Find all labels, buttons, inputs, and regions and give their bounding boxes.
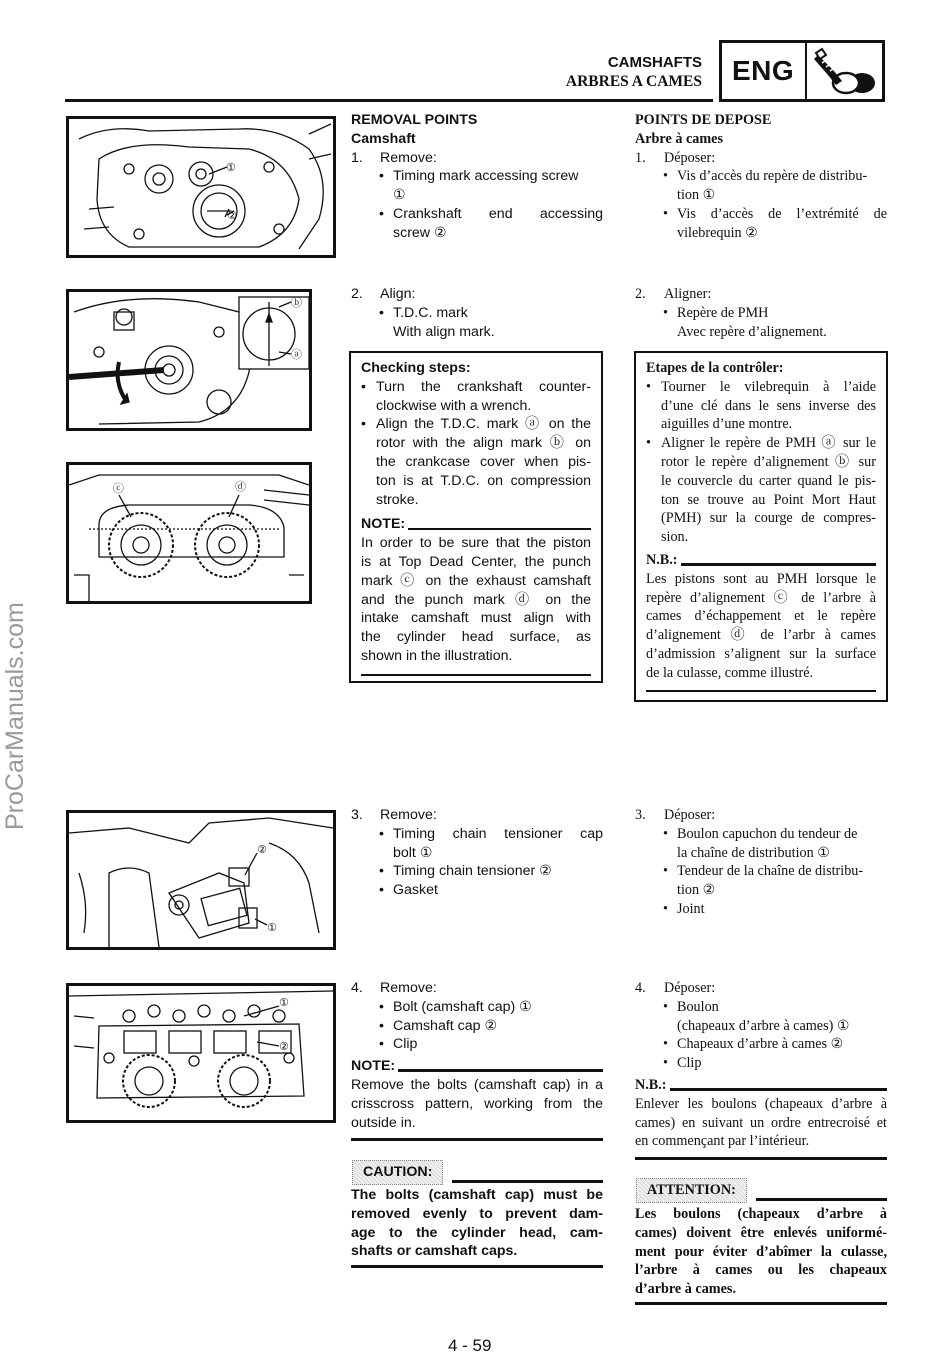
fr-attention-rule [635, 1302, 887, 1305]
en-caution-3: age to the cylinder head, cam- [351, 1224, 603, 1241]
en-step3-b1-l1: Timing chain tensioner cap [393, 825, 603, 842]
callout-2-cap: ② [279, 1040, 289, 1053]
en-checking-note-6: the cylinder head surface, as [361, 629, 591, 646]
en-checking-note-5: intake camshaft must align with [361, 610, 591, 627]
callout-b: ⓑ [291, 296, 302, 309]
en-step2-action: Align: [380, 286, 416, 302]
callout-d: ⓓ [235, 480, 246, 493]
fr-section-title: POINTS DE DEPOSE [635, 112, 772, 128]
en-step3-action: Remove: [380, 807, 437, 823]
page-number: 4 - 59 [448, 1336, 492, 1355]
en-checking-note-4: and the punch mark ⓓ on the [361, 591, 591, 608]
en-step1: REMOVAL POINTS Camshaft 1. Remove: • Timing mark accessing screw ① • Crankshaft end accessing screw ② [351, 112, 603, 241]
fr-step4-b1-l1: Boulon [677, 998, 719, 1015]
fr-attention-head-rule [756, 1198, 887, 1201]
crankcase-cover-screws-illustration [66, 116, 336, 258]
fr-step2-b1: Repère de PMH [677, 304, 769, 321]
fr-checking-note-3: cames d’échappement et le repère [646, 608, 876, 625]
fr-step4-note-3: en commençant par l’intérieur. [635, 1133, 810, 1150]
fr-step4-note-1: Enlever les boulons (chapeaux d’arbre à [635, 1095, 887, 1112]
en-step1-b1-l1: Timing mark accessing screw [393, 168, 579, 185]
callout-1-cap-bolt: ① [267, 921, 277, 934]
en-checking-note-2: is at Top Dead Center, the punch [361, 553, 591, 570]
fr-step2: 2. Aligner: • Repère de PMH Avec repère d’alignement. [635, 285, 887, 341]
fr-step3-num: 3. [635, 807, 646, 823]
en-step1-num: 1. [351, 149, 363, 166]
section-tag-box [719, 40, 885, 102]
en-step3-b1-l2: bolt ① [393, 844, 433, 861]
timing-chain-tensioner-illustration [66, 810, 336, 950]
header-title-fr: ARBRES A CAMES [565, 73, 702, 90]
callout-a: ⓐ [291, 348, 302, 361]
fr-attention-tag: ATTENTION: [636, 1178, 747, 1203]
en-caution-text [351, 1186, 603, 1261]
fr-checking-line-1: Tourner le vilebrequin à l’aide [661, 378, 876, 395]
en-checking-line-6: ton is at T.D.C. on compression [376, 472, 591, 489]
en-checking-note-label: NOTE: [361, 516, 406, 533]
fr-step1-action: Déposer: [664, 149, 716, 166]
callout-2: ② [227, 209, 237, 222]
en-step1-b1-l2: ① [393, 187, 406, 204]
fr-checking-note-6: de la culasse, comme illustré. [646, 664, 814, 681]
fr-attention-4: l’arbre à cames ou les chapeaux [635, 1262, 887, 1279]
fr-step3: 3. Déposer: • Boulon capuchon du tendeur de la chaîne de distribution ① • Tendeur de la chaîne de distribu- tion ② • Joint [635, 806, 887, 919]
en-step3-b2: Timing chain tensioner ② [393, 863, 552, 880]
en-step1-b2-l2: screw ② [393, 224, 447, 241]
fr-checking-line-7: ton se trouve au Point Mort Haut [661, 491, 876, 508]
en-checking-line-7: stroke. [376, 491, 419, 508]
en-step2-num: 2. [351, 286, 363, 302]
fr-attention-3: ment pour éviter d’abîmer la culasse, [635, 1243, 887, 1260]
fr-attention-text [635, 1205, 887, 1299]
en-step4-note-3: outside in. [351, 1114, 416, 1131]
en-checking-line-4: rotor with the align mark ⓑ on [376, 435, 591, 452]
fr-checking-note-1: Les pistons sont au PMH lorsque le [646, 570, 876, 587]
en-caution-4: shafts or camshaft caps. [351, 1243, 518, 1260]
en-caution-head-rule [452, 1180, 603, 1183]
fr-step2-action: Aligner: [664, 286, 712, 302]
fr-checking-line-3: aiguilles d’une montre. [661, 416, 793, 433]
en-step4-note-rule [351, 1138, 603, 1141]
en-step3-num: 3. [351, 807, 363, 823]
en-caution-1: The bolts (camshaft cap) must be [351, 1187, 603, 1203]
fr-step1-b2-l2: vilebrequin ② [677, 224, 758, 241]
fr-step4: 4. Déposer: • Boulon (chapeaux d’arbre à cames) ① • Chapeaux d’arbre à cames ② • Clip N.B.: Enlever les boulons (chapeaux d’arbre à cames) en suivant un ordre entrecroisé et en commençant par l’intérieur. [635, 980, 887, 1150]
section-tag-label: ENG [732, 55, 795, 86]
fr-attention-5: d’arbre à cames. [635, 1281, 736, 1298]
callout-c: ⓒ [113, 482, 124, 495]
fr-checking-line-9: sion. [661, 529, 689, 546]
fr-attention-2: cames) doivent être enlevés uniformé- [635, 1224, 887, 1241]
en-caution-rule [351, 1265, 603, 1268]
fr-step3-b1-l1: Boulon capuchon du tendeur de [677, 825, 858, 842]
en-checking-note-3: mark ⓒ on the exhaust camshaft [361, 572, 591, 589]
fr-step3-b3: Joint [677, 900, 705, 917]
en-step4-b1: Bolt (camshaft cap) ① [393, 998, 532, 1015]
fr-step4-note-rule [635, 1157, 887, 1160]
fr-checking-note-5: d’admission s’alignent sur la surface [646, 645, 876, 662]
fr-step3-b2-l1: Tendeur de la chaîne de distribu- [677, 863, 864, 880]
fr-step1-b1-l2: tion ① [677, 187, 716, 204]
fr-step2-b1-cont: Avec repère d’alignement. [677, 323, 827, 340]
en-step1-action: Remove: [380, 149, 437, 166]
fr-step4-num: 4. [635, 980, 646, 996]
fr-step3-b1-l2: la chaîne de distribution ① [677, 844, 830, 861]
en-step2-b1-cont: With align mark. [393, 323, 495, 340]
camshaft-caps-bolts-illustration [66, 983, 336, 1123]
en-step4-b3: Clip [393, 1036, 418, 1053]
fr-checking-steps-box: Etapes de la contrôler: • Tourner le vilebrequin à l’aide d’une clé dans le sens inverse des aiguilles d’une montre. • Aligner le repère de PMH ⓐ sur le rotor le repère d’alignement ⓑ sur le couvercle du carter quand le pis- ton se trouve au Point Mort Haut (PMH) sur la courge de compres- sion. N.B.: Les pistons sont au PMH lorsque le repère d’alignement ⓒ de l’arbre à cames d’échappement et le repère d’alignement ⓓ de l’arbr à cames d’admission s’alignent sur la surface de la culasse, comme illustré. [634, 351, 888, 702]
fr-step3-b2-l2: tion ② [677, 882, 716, 899]
en-section-title: REMOVAL POINTS [351, 112, 478, 128]
fr-step1-num: 1. [635, 149, 646, 166]
callout-2-tensioner: ② [257, 843, 267, 856]
fr-checking-note-4: d’alignement ⓓ de l’arbr à cames [646, 627, 876, 644]
engine-wrench-icon [812, 47, 882, 97]
fr-checking-line-4: Aligner le repère de PMH ⓐ sur le [661, 435, 876, 452]
fr-step4-b3: Clip [677, 1055, 702, 1072]
en-step4-note-1: Remove the bolts (camshaft cap) in a [351, 1076, 603, 1093]
fr-step1: POINTS DE DEPOSE Arbre à cames 1. Déposer: • Vis d’accès du repère de distribu- tion ① • Vis d’accès de l’extrémité de vilebrequin ② [635, 112, 887, 241]
fr-checking-line-8: (PMH) sur la courge de compres- [661, 510, 876, 527]
en-checking-note-1: In order to be sure that the piston [361, 535, 591, 552]
en-checking-line-2: clockwise with a wrench. [376, 397, 532, 414]
fr-checking-note-2: repère d’alignement ⓒ de l’arbre à [646, 589, 876, 606]
fr-step1-b1-l1: Vis d’accès du repère de distribu- [677, 168, 868, 185]
camshaft-punch-marks-illustration [66, 462, 312, 604]
fr-checking-title: Etapes de la contrôler: [646, 360, 784, 376]
en-camshaft-title: Camshaft [351, 130, 416, 147]
en-step4-note-label: NOTE: [351, 1058, 396, 1075]
fr-attention-1: Les boulons (chapeaux d’arbre à [635, 1206, 887, 1222]
en-checking-note-7: shown in the illustration. [361, 647, 513, 664]
fr-step4-b2: Chapeaux d’arbre à cames ② [677, 1036, 844, 1053]
en-step4-num: 4. [351, 980, 363, 996]
en-checking-line-3: Align the T.D.C. mark ⓐ on the [376, 416, 591, 433]
en-step3: 3. Remove: • Timing chain tensioner cap bolt ① • Timing chain tensioner ② • Gasket [351, 807, 603, 899]
section-tag-divider [805, 43, 807, 99]
fr-step1-b2-l1: Vis d’accès de l’extrémité de [677, 205, 887, 222]
en-caution-2: removed evenly to prevent dam- [351, 1205, 603, 1222]
en-step4-action: Remove: [380, 980, 437, 996]
en-checking-line-5: the crankcase cover when pis- [376, 453, 591, 470]
callout-1-bolt: ① [279, 996, 289, 1009]
fr-step2-num: 2. [635, 286, 646, 302]
fr-step4-action: Déposer: [664, 980, 716, 996]
en-step4-note-2: crisscross pattern, working from the [351, 1095, 603, 1112]
en-step3-b3: Gasket [393, 882, 438, 899]
watermark: ProCarManuals.com [1, 602, 29, 830]
header-rule [65, 99, 713, 102]
fr-camshaft-title: Arbre à cames [635, 130, 723, 147]
en-checking-steps-box: Checking steps: • Turn the crankshaft counter- clockwise with a wrench. • Align the T.D.C. mark ⓐ on the rotor with the align mark ⓑ on the crankcase cover when pis- ton is at T.D.C. on compression stroke. NOTE: In order to be sure that the piston is at Top Dead Center, the punch mark ⓒ on the exhaust camshaft and the punch mark ⓓ on the intake camshaft must align with the cylinder head surface, as shown in the illustration. [349, 351, 603, 683]
en-checking-title: Checking steps: [361, 360, 471, 376]
header-title-en: CAMSHAFTS [607, 54, 702, 71]
fr-checking-line-5: rotor le repère d’alignement ⓑ sur [661, 453, 876, 470]
fr-step4-note-2: cames) en suivant un ordre entrecroisé et [635, 1114, 887, 1131]
fr-step4-b1-l2: (chapeaux d’arbre à cames) ① [677, 1017, 850, 1034]
en-step4-b2: Camshaft cap ② [393, 1017, 498, 1034]
callout-1: ① [226, 161, 236, 174]
en-checking-line-1: Turn the crankshaft counter- [376, 378, 591, 395]
en-step2: 2. Align: • T.D.C. mark With align mark. [351, 285, 603, 341]
en-step4: 4. Remove: • Bolt (camshaft cap) ① • Camshaft cap ② • Clip NOTE: Remove the bolts (camshaft cap) in a crisscross pattern, working from the outside in. [351, 980, 603, 1131]
fr-step3-action: Déposer: [664, 807, 716, 823]
tdc-mark-alignment-illustration [66, 289, 312, 431]
en-step2-b1: T.D.C. mark [393, 304, 468, 321]
fr-checking-line-2: d’une clé dans le sens inverse des [661, 397, 876, 414]
fr-step4-note-label: N.B.: [635, 1076, 667, 1093]
fr-checking-line-6: le couvercle du carter quand le pis- [661, 472, 876, 489]
en-caution-tag: CAUTION: [352, 1160, 443, 1185]
en-step1-b2-l1: Crankshaft end accessing [393, 205, 603, 222]
fr-checking-note-label: N.B.: [646, 551, 678, 568]
